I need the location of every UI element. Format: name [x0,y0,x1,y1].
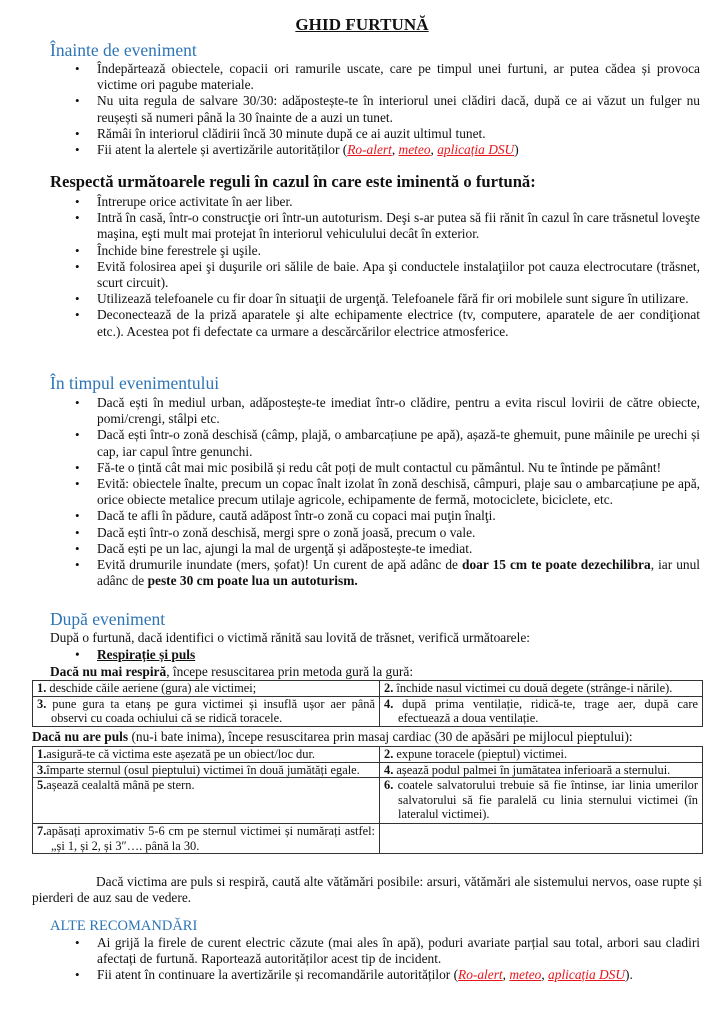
table-cell [33,681,380,697]
list-item: • Dacă ești într-o zonă deschisă, mergi spre o zonă joasă, precum o vale. [0,525,724,541]
list-item: • Nu uita regula de salvare 30/30: adăpostește-te în interiorul unei clădiri dacă, după ce ai văzut un fulger nu reușești să numeri până la 30 înainte de a auzi un tunet. [0,93,724,125]
pulse-steps-table [32,746,703,854]
table-cell [33,824,380,854]
breathing-steps-table [32,680,703,727]
during-event-list [0,395,724,589]
separator: , [430,142,438,158]
table-cell [380,824,703,854]
step-text: asigură-te că victima este așezată pe un obiect/loc dur. [46,747,315,761]
separator: , [541,967,549,983]
list-item: • Îndepărtează obiectele, copacii ori ramurile uscate, care pe timpul unei furtuni, ar putea cădea și provoca victime ori pagube materiale. [0,61,724,93]
list-item [0,967,724,983]
list-item: • Utilizează telefoanele cu fir doar în situaţii de urgenţă. Telefoanele fără fir ori mobilele sunt sigure în utilizare. [0,291,724,307]
step-text: după prima ventilație, ridică-te, trage aer, după care efectuează a doua ventilație. [393,696,698,726]
pulse-lead-bold: Dacă nu are puls [32,729,129,744]
breathing-lead [50,664,700,680]
step-number: 4. [384,696,394,711]
step-text: expune toracele (pieptul) victimei. [393,747,568,761]
heading-before-event: Înainte de eveniment [50,40,197,60]
closing-paragraph: Dacă victima are puls si respiră, caută alte vătămări posibile: arsuri, vătămări ale sistemului nervos, oase rupte și pierderi de auz sau de vedere. [32,874,702,906]
step-number: 3. [37,696,47,711]
dsu-app-link[interactable]: aplicația DSU [437,142,515,158]
step-text: așează podul palmei în jumătatea inferioară a sternului. [393,762,671,777]
step-number: 3. [37,762,47,777]
dsu-app-link[interactable]: aplicația DSU [548,967,626,983]
meteo-link[interactable]: meteo [509,967,542,983]
pulse-lead [32,729,712,745]
step-number: 1. [37,681,47,695]
alert-prefix: Fii atent la alertele și avertizările autorităților ( [97,142,348,158]
list-item: • Dacă ești în mediul urban, adăpostește-te imediat într-o clădire, pentru a evita riscul lovirii de către obiecte, pomi/crengi, stâlpi etc. [0,395,724,427]
table-row [33,824,703,854]
table-row [33,762,703,778]
step-number: 2. [384,681,394,695]
list-item: • Deconectează de la priză aparatele şi alte echipamente electrice (tv, computere, aparatele de aer condiţionat etc.). Acestea pot fi defectate ca urmare a descărcărilor electrice atmosferice. [0,307,724,339]
step-text: coatele salvatorului trebuie să fie întinse, iar linia umerilor salvatorului să fie paralelă cu linia sternului victimei (în lateralul victimei). [393,778,698,822]
list-item: • Evită: obiectele înalte, precum un copac înalt izolat în zonă deschisă, câmpuri, plaje sau o ambarcațiune pe apă, orice obiecte metalice precum utilaje agricole, echipamente de fermă, motociclete, biciclete, etc. [0,476,724,508]
breathing-lead-rest: , începe resuscitarea prin metoda gură la gură: [166,664,414,679]
heading-imminent-storm: Respectă următoarele reguli în cazul în care este iminentă o furtună: [50,172,536,191]
bullet-dot: • [75,647,80,662]
heading-during-event: În timpul evenimentului [50,373,220,393]
document-title: GHID FURTUNĂ [295,15,429,34]
table-cell [380,696,703,726]
table-row [33,778,703,824]
imminent-storm-list [0,194,724,340]
list-item: • Evită folosirea apei şi duşurile ori sălile de baie. Apa şi conductele instalaţiilor pot cauza electrocutare (trăsnet, scurt circuit). [0,259,724,291]
step-number: 6. [384,778,394,793]
table-cell [33,747,380,763]
flood-bold-text: peste 30 cm poate lua un autoturism. [147,573,358,589]
ro-alert-link[interactable]: Ro-alert [347,142,392,158]
step-text: pune gura ta etanș pe gura victimei și insuflă ușor aer până observi cu coada ochiului că se ridică toracele. [46,696,375,726]
table-cell [380,681,703,697]
step-text: apăsați aproximativ 5-6 cm pe sternul victimei și numărați astfel: „și 1, și 2, și 3″…. până la 30. [46,824,375,853]
table-cell [380,778,703,824]
list-item: • Dacă ești pe un lac, ajungi la mal de urgenţă și adăpostește-te imediat. [0,541,724,557]
flood-text: Evită drumurile inundate (mers, șofat)! Un curent de apă adânc de [97,557,463,573]
table-cell [380,762,703,778]
step-number: 4. [384,762,394,777]
step-text: așează cealaltă mână pe stern. [46,778,195,793]
step-number: 5. [37,778,47,793]
list-item: • Ai grijă la firele de curent electric căzute (mai ales în apă), poduri avariate parțial sau total, arbori sau cladiri afectați de furtună. Raportează autorităților acest tip de incident. [0,935,724,967]
flood-text: , iar unul adânc de [97,557,701,589]
table-cell [380,747,703,763]
after-intro: După o furtună, dacă identifici o victimă rănită sau lovită de trăsnet, verifică următoarele: [50,630,531,645]
other-recommendations-list [0,935,724,984]
heading-other-recommendations: ALTE RECOMANDĂRI [50,918,198,934]
alert-suffix: ). [625,967,633,983]
sub-bullet-label: Respirație și puls [97,647,196,662]
before-event-list [0,61,724,158]
separator: , [391,142,399,158]
breathing-lead-bold: Dacă nu mai respiră [50,664,167,679]
step-text: închide nasul victimei cu două degete (strânge-i nările). [393,681,673,695]
alert-prefix: Fii atent în continuare la avertizările și recomandările autorităților ( [97,967,459,983]
ro-alert-link[interactable]: Ro-alert [458,967,503,983]
step-text: împarte sternul (osul pieptului) victimei în două jumătăți egale. [46,762,360,777]
list-item: • Fă-te o țintă cât mai mic posibilă și redu cât poți de mult contactul cu pământul. Nu te întinde pe pământ! [0,460,724,476]
list-item: • Dacă te afli în pădure, caută adăpost într-o zonă cu copaci mai puţin înalţi. [0,508,724,524]
step-number: 7. [37,824,47,839]
table-row [33,681,703,697]
list-item: • Închide bine ferestrele şi uşile. [0,243,724,259]
step-number: 1. [37,747,47,761]
table-cell [33,778,380,824]
table-row [33,747,703,763]
alert-suffix: ) [514,142,519,158]
meteo-link[interactable]: meteo [398,142,431,158]
list-item: • Intră în casă, într-o construcţie ori într-un autoturism. Deşi s-ar putea să fii rănit în cazul în care trăsnetul loveşte maşina, eşti mult mai protejat în interiorul vehiculului decât în exterior. [0,210,724,242]
table-cell [33,762,380,778]
list-item [0,557,724,589]
flood-bold-text: doar 15 cm te poate dezechilibra [462,557,651,573]
heading-after-event: După eveniment [50,609,166,629]
step-text: deschide căile aeriene (gura) ale victimei; [46,681,257,695]
list-item: • Rămâi în interiorul clădirii încă 30 minute după ce ai auzit ultimul tunet. [0,126,724,142]
separator: , [502,967,510,983]
table-cell [33,696,380,726]
pulse-lead-rest: (nu-i bate inima), începe resuscitarea prin masaj cardiac (30 de apăsări pe mijlocul pieptului): [128,729,633,744]
list-item: • Dacă ești într-o zonă deschisă (câmp, plajă, o ambarcațiune pe apă), așază-te ghemuit, pune mâinile pe urechi și cap, iar capul între genunchi. [0,427,724,459]
list-item: • Întrerupe orice activitate în aer liber. [0,194,724,210]
table-row [33,696,703,726]
step-number: 2. [384,747,394,761]
list-item [0,142,724,158]
